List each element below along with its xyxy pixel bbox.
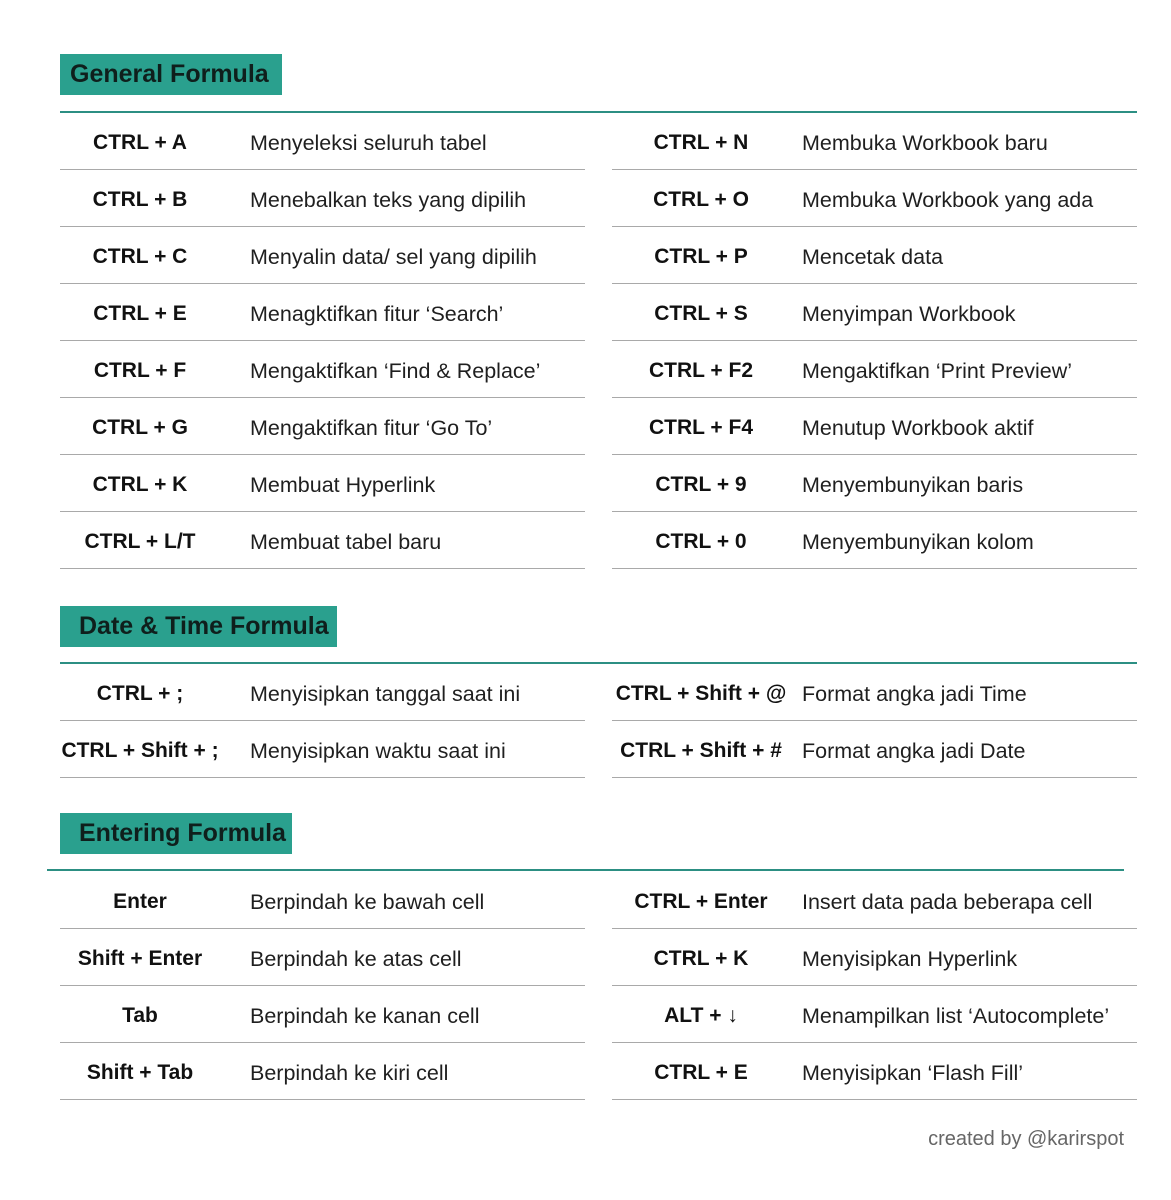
shortcut-key: CTRL + F [93, 359, 187, 382]
shortcut-row [612, 664, 1137, 721]
shortcut-key: Shift + Tab [86, 1061, 194, 1084]
shortcut-key: CTRL + K [92, 473, 188, 496]
shortcut-key: CTRL + G [92, 416, 188, 439]
date-time-right-column [612, 664, 1137, 778]
shortcut-key: CTRL + Shift + @ [615, 682, 787, 705]
shortcut-row [612, 721, 1137, 778]
shortcut-row [60, 170, 585, 227]
credit-text: created by @karirspot [928, 1128, 1124, 1150]
shortcut-row [612, 341, 1137, 398]
shortcut-description: Menyembunyikan baris [802, 473, 1024, 497]
shortcut-row [612, 398, 1137, 455]
shortcut-row [612, 113, 1137, 170]
shortcut-description: Menyisipkan tanggal saat ini [250, 682, 521, 706]
shortcut-row [612, 284, 1137, 341]
shortcut-row [60, 872, 585, 929]
shortcut-row [60, 227, 585, 284]
shortcut-description: Menutup Workbook aktif [802, 416, 1034, 440]
shortcut-key: Tab [122, 1004, 158, 1027]
shortcut-key: CTRL + 0 [655, 530, 747, 553]
shortcut-row [612, 227, 1137, 284]
section-rule-entering [47, 869, 1124, 871]
shortcut-key: CTRL + K [653, 947, 749, 970]
shortcut-description: Mengaktifkan ‘Find & Replace’ [250, 359, 541, 383]
shortcut-description: Menagktifkan fitur ‘Search’ [250, 302, 504, 326]
shortcut-key: ALT + ↓ [664, 1004, 738, 1027]
shortcut-row [60, 284, 585, 341]
shortcut-row [60, 455, 585, 512]
shortcut-description: Menyisipkan waktu saat ini [250, 739, 506, 763]
shortcut-row [612, 170, 1137, 227]
shortcut-row [60, 398, 585, 455]
shortcut-description: Membuat tabel baru [250, 530, 442, 554]
shortcut-key: CTRL + N [653, 131, 749, 154]
shortcut-description: Insert data pada beberapa cell [802, 890, 1093, 914]
shortcut-description: Menyembunyikan kolom [802, 530, 1034, 554]
shortcut-key: CTRL + Shift + ; [61, 739, 219, 762]
shortcut-key: CTRL + F4 [648, 416, 754, 439]
shortcut-key: CTRL + Enter [634, 890, 768, 913]
shortcut-description: Berpindah ke kanan cell [250, 1004, 480, 1028]
shortcut-description: Menebalkan teks yang dipilih [250, 188, 527, 212]
shortcut-key: Enter [113, 890, 167, 913]
shortcut-description: Berpindah ke kiri cell [250, 1061, 449, 1085]
shortcut-description: Menampilkan list ‘Autocomplete’ [802, 1004, 1110, 1028]
entering-right-column [612, 872, 1137, 1100]
shortcut-description: Mengaktifkan fitur ‘Go To’ [250, 416, 493, 440]
shortcut-description: Berpindah ke atas cell [250, 947, 462, 971]
shortcut-key: CTRL + O [653, 188, 749, 211]
shortcut-row [60, 1043, 585, 1100]
shortcut-key: CTRL + E [93, 302, 187, 325]
shortcut-description: Format angka jadi Date [802, 739, 1026, 763]
shortcut-key: CTRL + ; [96, 682, 184, 705]
shortcut-row [612, 929, 1137, 986]
shortcut-description: Berpindah ke bawah cell [250, 890, 485, 914]
shortcut-row [612, 872, 1137, 929]
shortcut-row [60, 341, 585, 398]
section-title-entering: Entering Formula [60, 813, 292, 854]
section-title-general: General Formula [60, 54, 282, 95]
shortcut-row [612, 1043, 1137, 1100]
shortcut-description: Menyisipkan Hyperlink [802, 947, 1018, 971]
shortcut-key: CTRL + Shift + # [620, 739, 782, 762]
shortcut-description: Menyisipkan ‘Flash Fill’ [802, 1061, 1024, 1085]
shortcut-row [60, 721, 585, 778]
shortcut-description: Membuat Hyperlink [250, 473, 436, 497]
shortcut-key: CTRL + E [654, 1061, 748, 1084]
shortcut-row [612, 986, 1137, 1043]
shortcut-row [612, 455, 1137, 512]
shortcut-description: Menyimpan Workbook [802, 302, 1016, 326]
shortcut-key: CTRL + S [654, 302, 748, 325]
section-title-date-time: Date & Time Formula [60, 606, 337, 647]
general-left-column [60, 113, 585, 569]
shortcut-key: CTRL + F2 [648, 359, 754, 382]
shortcut-description: Menyeleksi seluruh tabel [250, 131, 487, 155]
shortcut-key: CTRL + A [93, 131, 187, 154]
shortcut-key: CTRL + 9 [655, 473, 747, 496]
shortcut-description: Format angka jadi Time [802, 682, 1027, 706]
shortcut-key: CTRL + L/T [84, 530, 196, 553]
shortcut-description: Mencetak data [802, 245, 944, 269]
date-time-left-column [60, 664, 585, 778]
shortcut-key: Shift + Enter [77, 947, 203, 970]
shortcut-description: Menyalin data/ sel yang dipilih [250, 245, 537, 269]
shortcut-key: CTRL + C [92, 245, 188, 268]
shortcut-row [60, 113, 585, 170]
shortcut-description: Membuka Workbook baru [802, 131, 1048, 155]
shortcut-row [60, 986, 585, 1043]
general-right-column [612, 113, 1137, 569]
shortcut-row [60, 664, 585, 721]
shortcut-description: Mengaktifkan ‘Print Preview’ [802, 359, 1073, 383]
shortcut-row [60, 512, 585, 569]
shortcut-key: CTRL + P [654, 245, 748, 268]
shortcut-key: CTRL + B [92, 188, 188, 211]
shortcut-row [612, 512, 1137, 569]
entering-left-column [60, 872, 585, 1100]
shortcut-row [60, 929, 585, 986]
shortcut-description: Membuka Workbook yang ada [802, 188, 1094, 212]
